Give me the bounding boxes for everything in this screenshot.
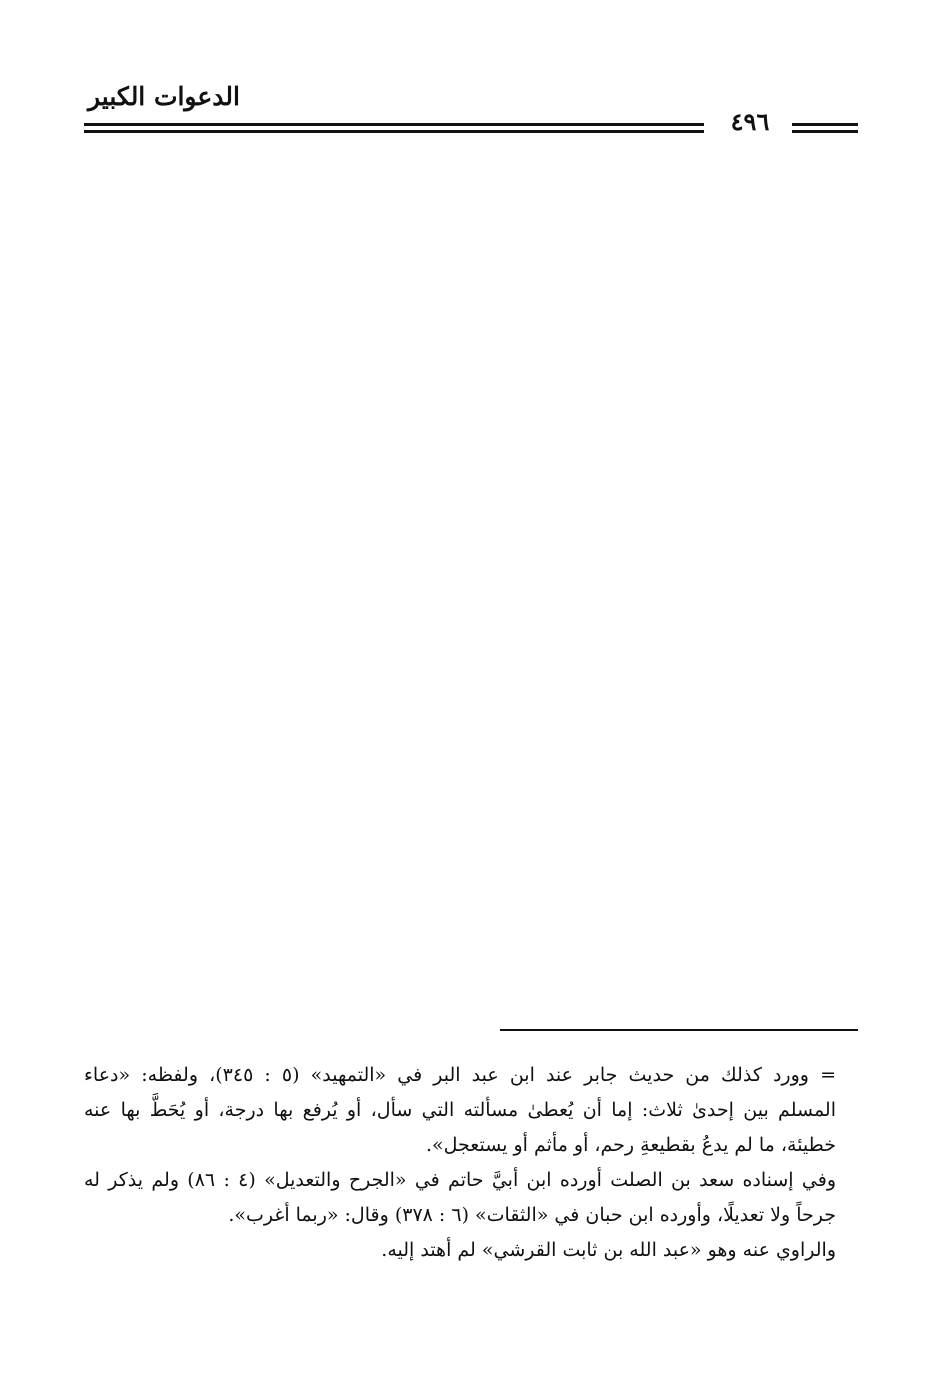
footnote-separator [500,1029,858,1031]
footnote-line: خطيئة، ما لم يدعُ بقطيعةِ رحم، أو مأثم أو يستعجل». [425,1134,836,1156]
footnote-line: وفي إسناده سعد بن الصلت أورده ابن أبيَّ حاتم في «الجرح والتعديل» (٤ : ٨٦) ولم يذكر له [84,1169,836,1191]
footnote-line: المسلم بين إحدىٰ ثلاث: إما أن يُعطىٰ مسألته التي سأل، أو يُرفع بها درجة، أو يُحَطَّ بها عنه [84,1099,836,1121]
header-rule [84,123,704,126]
running-title: الدعوات الكبير [88,82,240,111]
header-rule [84,130,704,133]
footnote-line: = وورد كذلك من حديث جابر عند ابن عبد البر في «التمهيد» (٥ : ٣٤٥)، ولفظه: «دعاء [84,1064,836,1086]
header-rule [792,130,858,133]
footnote-line: جرحاً ولا تعديلًا، وأورده ابن حبان في «الثقات» (٦ : ٣٧٨) وقال: «ربما أغرب». [228,1204,836,1226]
page-number: ٤٩٦ [730,107,770,136]
page-header [0,0,951,150]
footnotes [84,1058,836,1268]
header-rule [792,123,858,126]
footnote-line: والراوي عنه وهو «عبد الله بن ثابت القرشي» لم أهتد إليه. [381,1239,836,1261]
